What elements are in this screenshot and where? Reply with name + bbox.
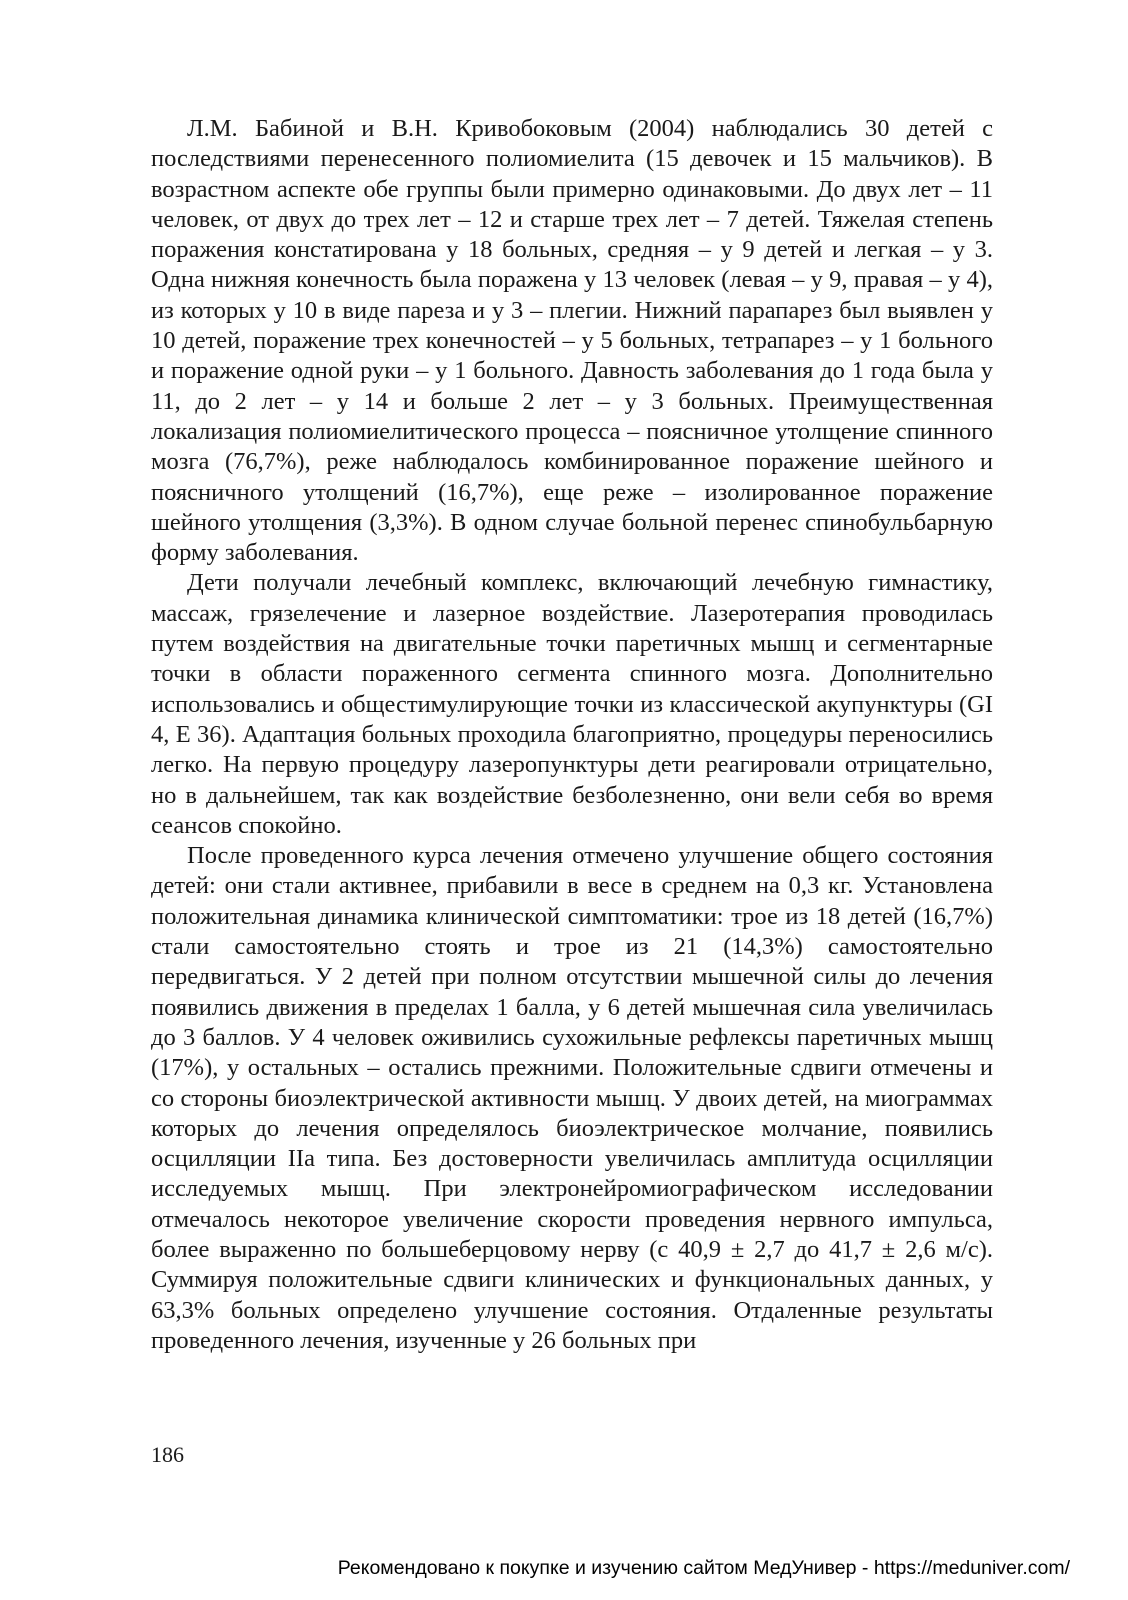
paragraph-2: Дети получали лечебный комплекс, включающий лечебную гимнастику, массаж, грязелечение и лазерное воздействие. Лазеротерапия проводилась путем воздействия на двигательные точки паретичных мышц и сегментарные точки в области пораженного сегмента спинного мозга. Дополнительно использовались и общестимулирующие точки из классической акупунктуры (GI 4, E 36). Адаптация больных проходила благоприятно, процедуры переносились легко. На первую процедуру лазеропунктуры дети реагировали отрицательно, но в дальнейшем, так как воздействие безболезненно, они вели себя во время сеансов спокойно.	[151, 569, 993, 839]
page-number: 186	[151, 1442, 184, 1467]
paragraph-1: Л.М. Бабиной и В.Н. Кривобоковым (2004) наблюдались 30 детей с последствиями перенесенного полиомиелита (15 девочек и 15 мальчиков). В возрастном аспекте обе группы были примерно одинаковыми. До двух лет – 11 человек, от двух до трех лет – 12 и старше трех лет – 7 детей. Тяжелая степень поражения констатирована у 18 больных, средняя – у 9 детей и легкая – у 3. Одна нижняя конечность была поражена у 13 человек (левая – у 9, правая – у 4), из которых у 10 в виде пареза и у 3 – плегии. Нижний парапарез был выявлен у 10 детей, поражение трех конечностей – у 5 больных, тетрапарез – у 1 больного и поражение одной руки – у 1 больного. Давность заболевания до 1 года была у 11, до 2 лет – у 14 и больше 2 лет – у 3 больных. Преимущественная локализация полиомиелитического процесса – поясничное утолщение спинного мозга (76,7%), реже наблюдалось комбинированное поражение шейного и поясничного утолщений (16,7%), еще реже – изолированное поражение шейного утолщения (3,3%). В одном случае больной перенес спинобульбарную форму заболевания.	[151, 115, 993, 567]
body-text	[151, 114, 993, 1356]
footer-recommendation: Рекомендовано к покупке и изучению сайтом МедУнивер - https://meduniver.com/	[337, 1557, 1070, 1579]
paragraph-3: После проведенного курса лечения отмечено улучшение общего состояния детей: они стали активнее, прибавили в весе в среднем на 0,3 кг. Установлена положительная динамика клинической симптоматики: трое из 18 детей (16,7%) стали самостоятельно стоять и трое из 21 (14,3%) самостоятельно передвигаться. У 2 детей при полном отсутствии мышечной силы до лечения появились движения в пределах 1 балла, у 6 детей мышечная сила увеличилась до 3 баллов. У 4 человек оживились сухожильные рефлексы паретичных мышц (17%), у остальных – остались прежними. Положительные сдвиги отмечены и со стороны биоэлектрической активности мышц. У двоих детей, на миограммах которых до лечения определялось биоэлектрическое молчание, появились осцилляции IIа типа. Без достоверности увеличилась амплитуда осцилляции исследуемых мышц. При электронейромиографическом исследовании отмечалось некоторое увеличение скорости проведения нервного импульса, более выраженно по большеберцовому нерву (с 40,9 ± 2,7 до 41,7 ± 2,6 м/с). Суммируя положительные сдвиги клинических и функциональных данных, у 63,3% больных определено улучшение состояния. Отдаленные результаты проведенного лечения, изученные у 26 больных при	[151, 842, 993, 1354]
